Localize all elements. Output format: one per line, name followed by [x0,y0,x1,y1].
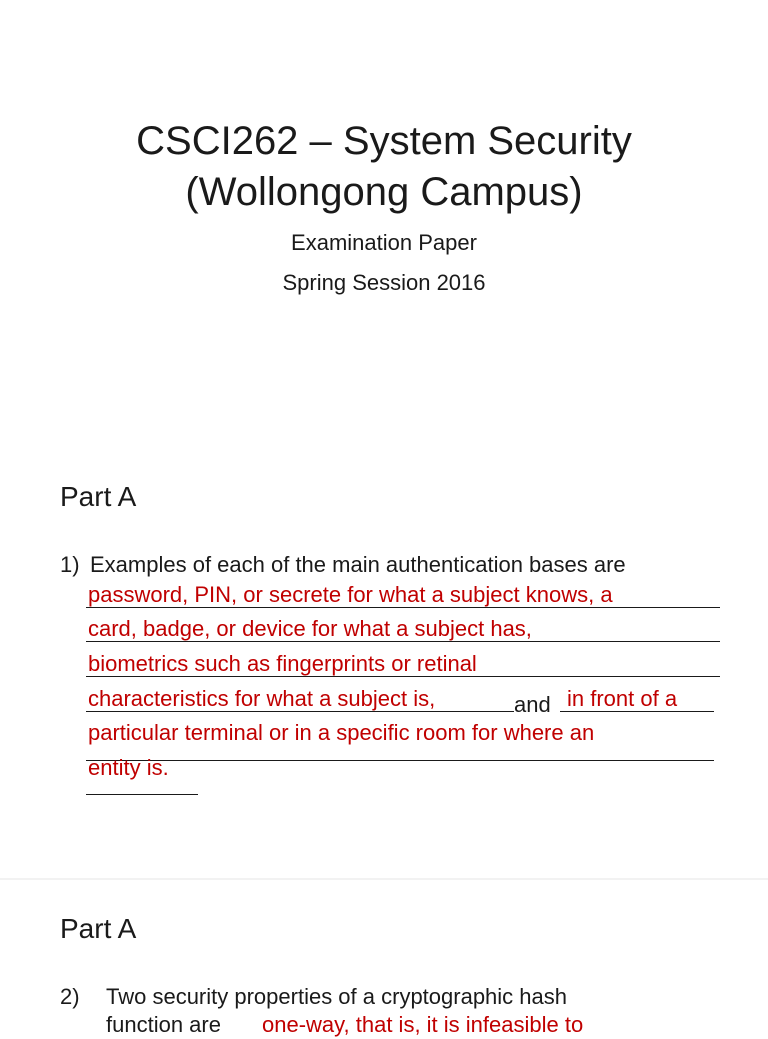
question-2-prompt: Two security properties of a cryptographic hash [106,984,568,1009]
question-1-prompt: Examples of each of the main authentication bases are [90,552,626,577]
answer-blank-5 [86,760,714,761]
subtitle-session: Spring Session 2016 [282,270,486,295]
title-line-1: CSCI262 – System Security [136,119,632,163]
question-2-answer: one-way, that is, it is infeasible to [262,1012,584,1037]
subtitle-exam-paper: Examination Paper [291,230,477,255]
answer-blank-6 [86,794,198,795]
answer-line-4a: characteristics for what a subject is, [88,686,436,711]
answer-line-2: card, badge, or device for what a subject has, [88,616,532,641]
question-2-line2: function are [106,1012,221,1037]
slide-2 [0,880,768,1037]
part-a-heading: Part A [60,481,137,512]
answer-line-1: password, PIN, or secrete for what a subject knows, a [88,582,613,607]
title-line-2: (Wollongong Campus) [185,170,583,214]
part-a-heading-2: Part A [60,913,137,944]
question-2-number: 2) [60,984,80,1009]
answer-line-3: biometrics such as fingerprints or retinal [88,651,477,676]
answer-line-6: entity is. [88,755,169,780]
answer-line-5: particular terminal or in a specific room for where an [88,720,595,745]
answer-line-4b: in front of a [567,686,678,711]
and-connector: and [514,692,551,717]
question-1-number: 1) [60,552,80,577]
